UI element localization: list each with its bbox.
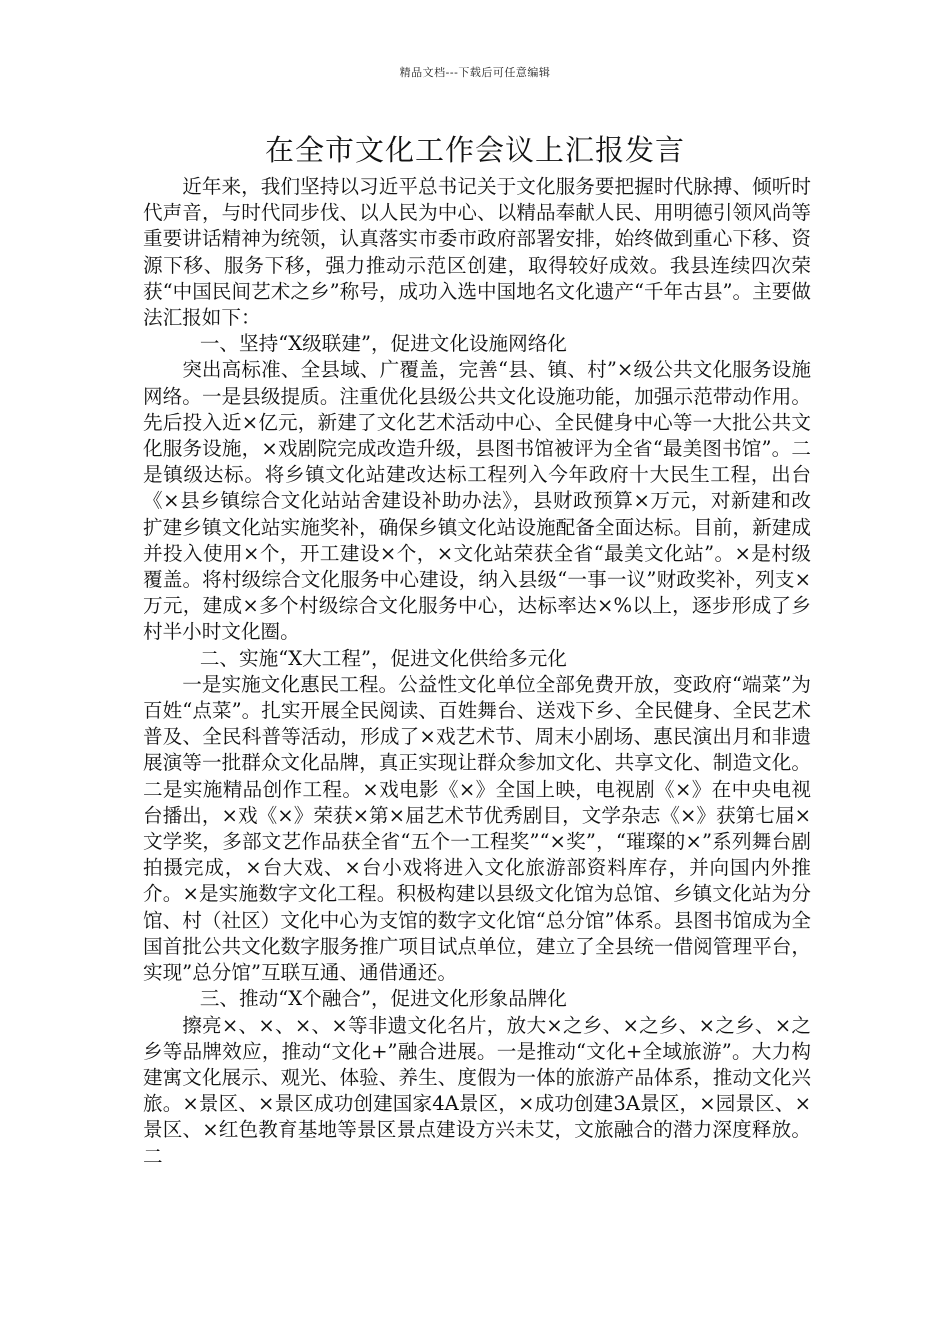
paragraph-section-1: 突出高标准、全县域、广覆盖，完善“县、镇、村”×级公共文化服务设施网络。一是县级提质。注重优化县级公共文化设施功能，加强示范带动作用。先后投入近×亿元，新建了文化艺术活动中心、全民健身中心等一大批公共文化服务设施，×戏剧院完成改造升级，县图书馆被评为全省“最美图书馆”。二是镇级达标。将乡镇文化站建改达标工程列入今年政府十大民生工程，出台《×县乡镇综合文化站站舍建设补助办法》，县财政预算×万元，对新建和改扩建乡镇文化站实施奖补，确保乡镇文化站设施配备全面达标。目前，新建成并投入使用×个，开工建设×个，×文化站荣获全省“最美文化站”。×是村级覆盖。将村级综合文化服务中心建设，纳入县级“一事一议”财政奖补，列支×万元，建成×多个村级综合文化服务中心，达标率达×%以上，逐步形成了乡村半小时文化圈。 bbox=[143, 358, 811, 644]
header-note: 精品文档---下载后可任意编辑 bbox=[399, 66, 551, 79]
paragraph-section-2: 一是实施文化惠民工程。公益性文化单位全部免费开放，变政府“端菜”为百姓“点菜”。扎实开展全民阅读、百姓舞台、送戏下乡、全民健身、全民艺术普及、全民科普等活动，形成了×戏艺术节、周末小剧场、惠民演出月和非遗展演等一批群众文化品牌，真正实现让群众参加文化、共享文化、制造文化。二是实施精品创作工程。×戏电影《×》全国上映，电视剧《×》在中央电视台播出，×戏《×》荣获×第×届艺术节优秀剧目，文学杂志《×》获第七届×文学奖，多部文艺作品获全省“五个一工程奖”“×奖”，“璀璨的×”系列舞台剧拍摄完成，×台大戏、×台小戏将进入文化旅游部资料库存，并向国内外推介。×是实施数字文化工程。积极构建以县级文化馆为总馆、乡镇文化站为分馆、村（社区）文化中心为支馆的数字文化馆“总分馆”体系。县图书馆成为全国首批公共文化数字服务推广项目试点单位，建立了全县统一借阅管理平台，实现”总分馆”互联互通、通借通还。 bbox=[143, 672, 811, 985]
section-heading-3: 三、推动“X个融合”，促进文化形象品牌化 bbox=[199, 987, 567, 1011]
document-body bbox=[143, 174, 811, 1170]
section-heading-2: 二、实施“X大工程”，促进文化供给多元化 bbox=[199, 646, 567, 670]
paragraph-section-3: 擦亮×、×、×、×等非遗文化名片，放大×之乡、×之乡、×之乡、×之乡等品牌效应，推动“文化+”融合进展。一是推动“文化+全域旅游”。大力构建寓文化展示、观光、体验、养生、度假为一体的旅游产品体系，推动文化兴旅。×景区、×景区成功创建国家4A景区，×成功创建3A景区，×园景区、×景区、×红色教育基地等景区景点建设方兴未艾，文旅融合的潜力深度释放。二 bbox=[143, 1013, 811, 1168]
section-heading-1: 一、坚持“X级联建”，促进文化设施网络化 bbox=[199, 332, 567, 356]
document-title: 在全市文化工作会议上汇报发言 bbox=[264, 133, 685, 167]
paragraph-intro: 近年来，我们坚持以习近平总书记关于文化服务要把握时代脉搏、倾听时代声音，与时代同步伐、以人民为中心、以精品奉献人民、用明德引领风尚等重要讲话精神为统领，认真落实市委市政府部署安排，始终做到重心下移、资源下移、服务下移，强力推动示范区创建，取得较好成效。我县连续四次荣获“中国民间艺术之乡”称号，成功入选中国地名文化遗产“千年古县”。主要做法汇报如下： bbox=[143, 175, 811, 330]
